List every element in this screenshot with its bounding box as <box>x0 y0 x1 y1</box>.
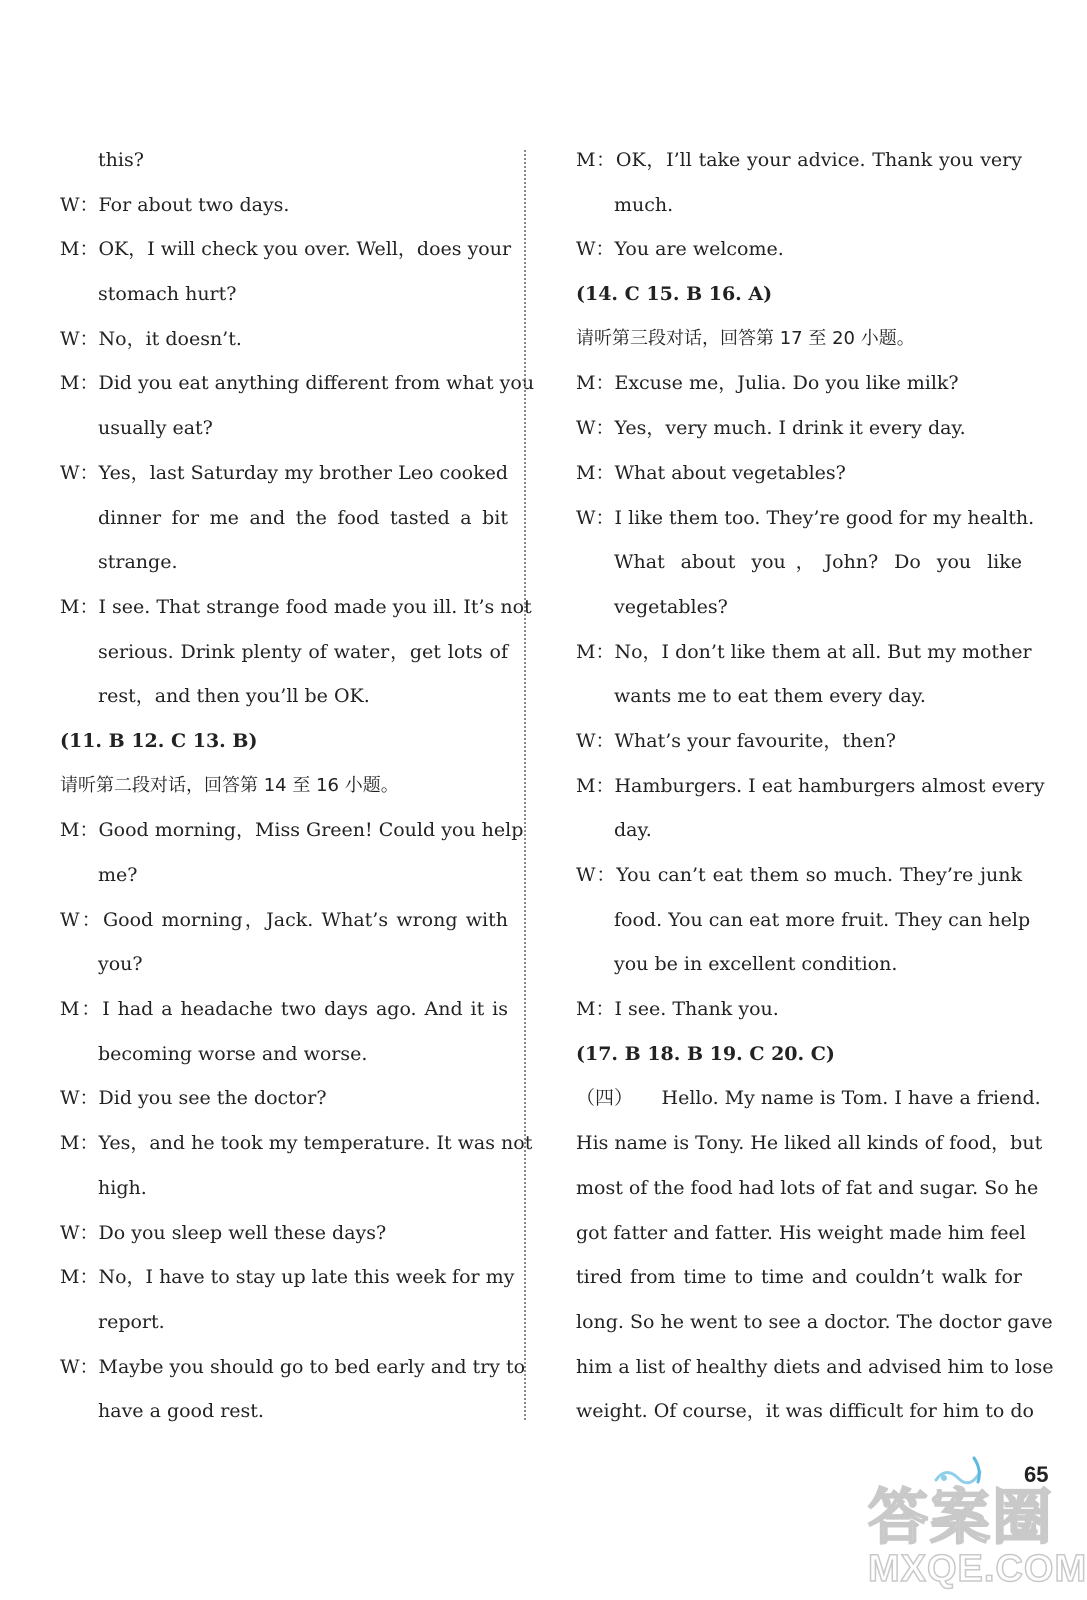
text-line: W：I like them too. They’re good for my health. <box>576 506 1035 529</box>
answer-key-line: (11. B 12. C 13. B) <box>60 729 258 752</box>
text-line: dinner for me and the food tasted a bit <box>98 506 508 529</box>
watermark-domain: MXQE.COM <box>868 1548 1087 1590</box>
answer-key-line: (17. B 18. B 19. C 20. C) <box>576 1042 835 1065</box>
text-line: M：I had a headache two days ago. And it is <box>60 998 508 1021</box>
text-line: have a good rest. <box>98 1400 264 1423</box>
text-line: much. <box>614 193 674 216</box>
text-line: M：Excuse me，Julia. Do you like milk? <box>576 372 959 395</box>
text-line: long. So he went to see a doctor. The doctor gave <box>576 1310 1053 1333</box>
text-line: vegetables? <box>614 595 728 618</box>
column-divider <box>524 150 526 1420</box>
right-column <box>576 138 1054 1434</box>
text-line: W：Do you sleep well these days? <box>60 1221 387 1244</box>
text-line: M：Did you eat anything different from what you <box>60 372 535 395</box>
text-line: weight. Of course，it was difficult for him to do <box>576 1400 1034 1423</box>
text-line: M：I see. That strange food made you ill. It’s not <box>60 595 532 618</box>
text-line: food. You can eat more fruit. They can help <box>614 908 1031 931</box>
text-line: day. <box>614 819 652 842</box>
text-line: becoming worse and worse. <box>98 1042 368 1065</box>
text-line: M：OK，I’ll take your advice. Thank you very <box>576 149 1022 171</box>
text-line: M：No，I have to stay up late this week for my <box>60 1266 515 1289</box>
text-line: W：Good morning，Jack. What’s wrong with <box>60 908 508 931</box>
section-instruction: 请听第三段对话，回答第 17 至 20 小题。 <box>576 327 915 349</box>
text-line: W：For about two days. <box>60 193 290 216</box>
text-line: W：Did you see the doctor? <box>60 1087 327 1110</box>
text-line: （四） Hello. My name is Tom. I have a friend. <box>576 1087 1041 1110</box>
watermark <box>868 1470 1087 1595</box>
text-line: wants me to eat them every day. <box>614 685 926 708</box>
text-line: W：You can’t eat them so much. They’re junk <box>576 864 1022 886</box>
text-line: you? <box>98 953 143 976</box>
text-line: M：I see. Thank you. <box>576 998 779 1021</box>
text-line: W：Yes，last Saturday my brother Leo cooked <box>60 461 508 484</box>
text-line: got fatter and fatter. His weight made him feel <box>576 1221 1026 1244</box>
text-line: stomach hurt? <box>98 283 237 306</box>
left-column <box>60 138 535 1434</box>
text-line: W：You are welcome. <box>576 238 784 261</box>
text-line: usually eat? <box>98 417 213 440</box>
text-line: me? <box>98 864 138 886</box>
text-line: high. <box>98 1176 147 1199</box>
text-line: you be in excellent condition. <box>614 953 898 976</box>
text-line: M：Yes，and he took my temperature. It was not <box>60 1132 533 1155</box>
text-line: M：What about vegetables? <box>576 461 846 484</box>
text-line: M：Hamburgers. I eat hamburgers almost every <box>576 774 1045 797</box>
text-line: rest，and then you’ll be OK. <box>98 685 370 708</box>
text-line: W：Yes，very much. I drink it every day. <box>576 417 966 440</box>
text-line: him a list of healthy diets and advised him to lose <box>576 1355 1054 1378</box>
text-line: W：Maybe you should go to bed early and try to <box>60 1355 526 1378</box>
text-line: serious. Drink plenty of water，get lots of <box>98 640 508 663</box>
text-line: report. <box>98 1310 165 1333</box>
text-line: M：No，I don’t like them at all. But my mother <box>576 640 1032 663</box>
text-line: What about you，John? Do you like <box>614 551 1022 574</box>
text-line: M：Good morning，Miss Green! Could you help <box>60 819 524 842</box>
text-line: strange. <box>98 551 178 574</box>
watermark-logo: 答案圈 <box>868 1483 1054 1553</box>
text-line: most of the food had lots of fat and sugar. So he <box>576 1176 1039 1199</box>
text-line: W：No，it doesn’t. <box>60 327 242 350</box>
text-line: tired from time to time and couldn’t walk for <box>576 1266 1022 1289</box>
text-line: His name is Tony. He liked all kinds of food，but <box>576 1132 1043 1155</box>
text-line: M：OK，I will check you over. Well，does your <box>60 238 512 261</box>
page-number: 65 <box>1024 1462 1049 1487</box>
text-line: W：What’s your favourite，then? <box>576 729 896 752</box>
section-instruction: 请听第二段对话，回答第 14 至 16 小题。 <box>60 774 399 796</box>
answer-key-line: (14. C 15. B 16. A) <box>576 283 773 306</box>
text-line: this? <box>98 149 144 171</box>
